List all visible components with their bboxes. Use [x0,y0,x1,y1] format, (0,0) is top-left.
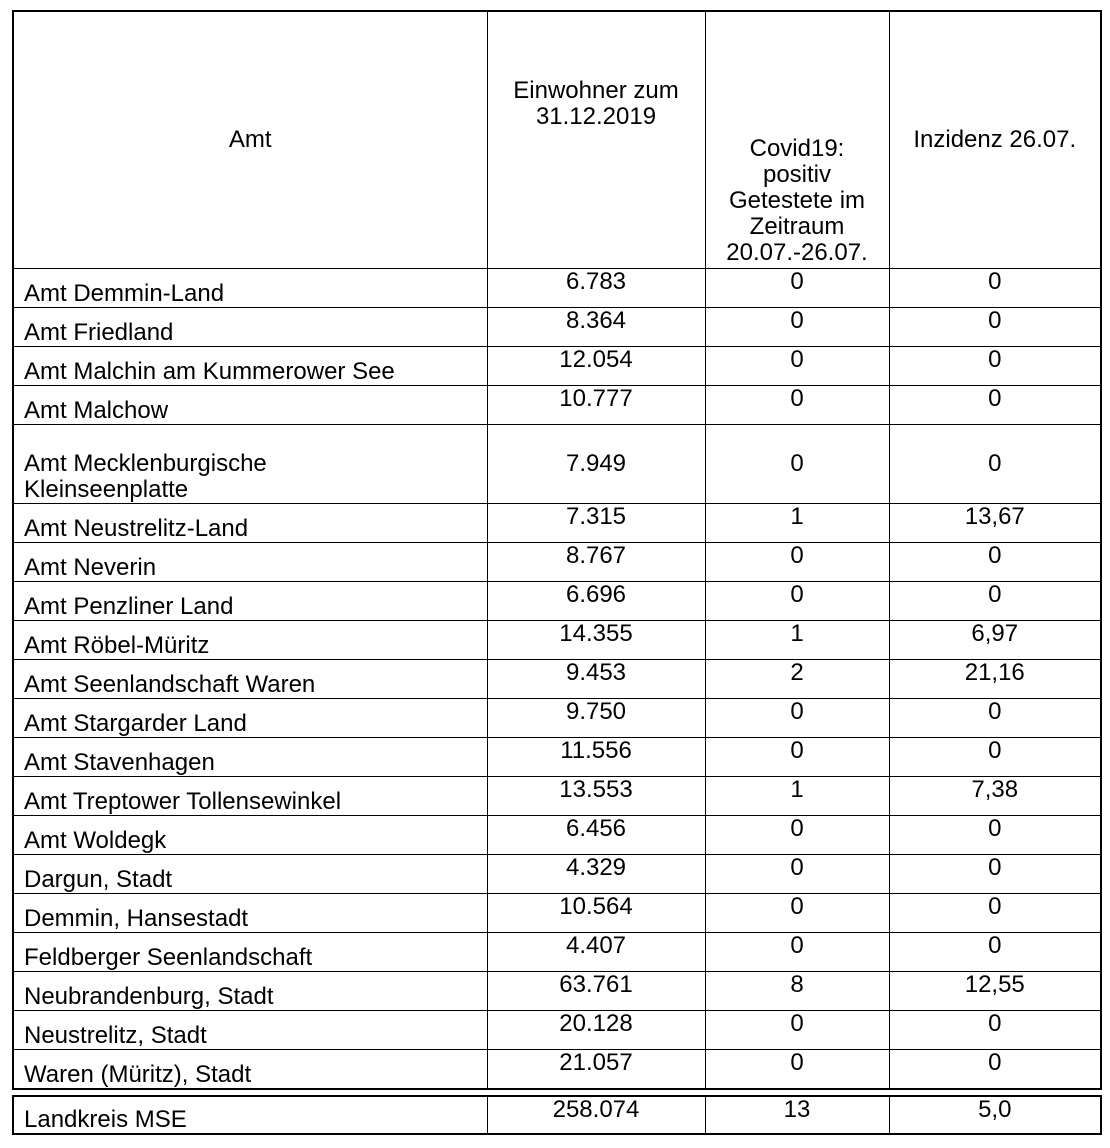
total-einwohner: 258.074 [487,1096,705,1134]
header-amt: Amt [13,11,487,269]
header-inzidenz: Inzidenz 26.07. [889,11,1101,269]
cell-einwohner: 14.355 [487,621,705,660]
cell-positiv: 0 [705,894,889,933]
table-row [13,777,1101,816]
cell-amt: Demmin, Hansestadt [13,894,487,933]
cell-positiv: 1 [705,777,889,816]
cell-inzidenz: 13,67 [889,504,1101,543]
cell-positiv: 0 [705,855,889,894]
table-row [13,425,1101,504]
table-row [13,660,1101,699]
cell-inzidenz: 0 [889,894,1101,933]
cell-positiv: 0 [705,425,889,504]
cell-positiv: 0 [705,582,889,621]
cell-amt: Amt Demmin-Land [13,269,487,308]
table-row [13,738,1101,777]
cell-amt: Amt Woldegk [13,816,487,855]
cell-einwohner: 10.564 [487,894,705,933]
cell-inzidenz: 0 [889,543,1101,582]
table-row [13,1011,1101,1050]
cell-einwohner: 63.761 [487,972,705,1011]
table-row [13,386,1101,425]
cell-inzidenz: 0 [889,1050,1101,1090]
header-covid-positiv: Covid19: positiv Getestete im Zeitraum 20.07.-26.07. [705,11,889,269]
cell-positiv: 0 [705,308,889,347]
cell-amt: Amt Penzliner Land [13,582,487,621]
cell-positiv: 0 [705,816,889,855]
cell-positiv: 2 [705,660,889,699]
cell-einwohner: 12.054 [487,347,705,386]
cell-inzidenz: 0 [889,933,1101,972]
cell-einwohner: 10.777 [487,386,705,425]
cell-amt: Amt Röbel-Müritz [13,621,487,660]
cell-amt: Amt Stargarder Land [13,699,487,738]
cell-inzidenz: 6,97 [889,621,1101,660]
table-row [13,855,1101,894]
cell-einwohner: 6.783 [487,269,705,308]
cell-inzidenz: 0 [889,816,1101,855]
cell-inzidenz: 0 [889,1011,1101,1050]
table-row [13,816,1101,855]
cell-amt: Amt Stavenhagen [13,738,487,777]
total-amt: Landkreis MSE [13,1096,487,1134]
cell-positiv: 0 [705,543,889,582]
cell-amt: Waren (Müritz), Stadt [13,1050,487,1090]
table-row [13,621,1101,660]
table-row [13,894,1101,933]
cell-inzidenz: 0 [889,855,1101,894]
cell-einwohner: 4.407 [487,933,705,972]
cell-positiv: 8 [705,972,889,1011]
cell-positiv: 1 [705,621,889,660]
cell-positiv: 0 [705,1011,889,1050]
cell-positiv: 0 [705,386,889,425]
table-row [13,347,1101,386]
cell-positiv: 0 [705,1050,889,1090]
cell-amt: Amt Friedland [13,308,487,347]
cell-inzidenz: 0 [889,308,1101,347]
cell-positiv: 0 [705,699,889,738]
table-row [13,269,1101,308]
table-row [13,504,1101,543]
cell-einwohner: 8.364 [487,308,705,347]
cell-inzidenz: 0 [889,386,1101,425]
cell-einwohner: 8.767 [487,543,705,582]
cell-amt: Amt Malchin am Kummerower See [13,347,487,386]
cell-einwohner: 9.453 [487,660,705,699]
table-row [13,308,1101,347]
table-row [13,1050,1101,1090]
cell-einwohner: 4.329 [487,855,705,894]
cell-inzidenz: 21,16 [889,660,1101,699]
cell-amt: Amt Neustrelitz-Land [13,504,487,543]
cell-amt: Amt Seenlandschaft Waren [13,660,487,699]
cell-amt: Dargun, Stadt [13,855,487,894]
cell-amt-line2: Kleinseenplatte [24,476,189,503]
header-einwohner: Einwohner zum 31.12.2019 [487,11,705,269]
cell-amt [13,425,487,504]
cell-inzidenz: 0 [889,582,1101,621]
cell-positiv: 1 [705,504,889,543]
cell-positiv: 0 [705,269,889,308]
cell-inzidenz: 0 [889,699,1101,738]
cell-amt: Feldberger Seenlandschaft [13,933,487,972]
cell-inzidenz: 0 [889,269,1101,308]
cell-amt-line1: Amt Mecklenburgische [24,450,267,477]
table-row [13,933,1101,972]
table-row [13,582,1101,621]
table-row [13,699,1101,738]
cell-amt: Neustrelitz, Stadt [13,1011,487,1050]
total-inzidenz: 5,0 [889,1096,1101,1134]
cell-einwohner: 21.057 [487,1050,705,1090]
total-positiv: 13 [705,1096,889,1134]
cell-einwohner: 6.696 [487,582,705,621]
total-row [13,1096,1101,1134]
cell-inzidenz: 0 [889,425,1101,504]
cell-amt: Neubrandenburg, Stadt [13,972,487,1011]
cell-einwohner: 11.556 [487,738,705,777]
cell-einwohner: 7.949 [487,425,705,504]
cell-amt: Amt Treptower Tollensewinkel [13,777,487,816]
cell-positiv: 0 [705,738,889,777]
table-row [13,972,1101,1011]
cell-amt: Amt Malchow [13,386,487,425]
cell-positiv: 0 [705,933,889,972]
cell-einwohner: 13.553 [487,777,705,816]
cell-einwohner: 9.750 [487,699,705,738]
incidence-table [12,10,1102,1090]
cell-inzidenz: 12,55 [889,972,1101,1011]
cell-inzidenz: 7,38 [889,777,1101,816]
header-row [13,11,1101,269]
cell-inzidenz: 0 [889,347,1101,386]
cell-amt: Amt Neverin [13,543,487,582]
cell-einwohner: 6.456 [487,816,705,855]
cell-inzidenz: 0 [889,738,1101,777]
cell-einwohner: 7.315 [487,504,705,543]
cell-einwohner: 20.128 [487,1011,705,1050]
total-table [12,1095,1102,1135]
table-row [13,543,1101,582]
cell-positiv: 0 [705,347,889,386]
